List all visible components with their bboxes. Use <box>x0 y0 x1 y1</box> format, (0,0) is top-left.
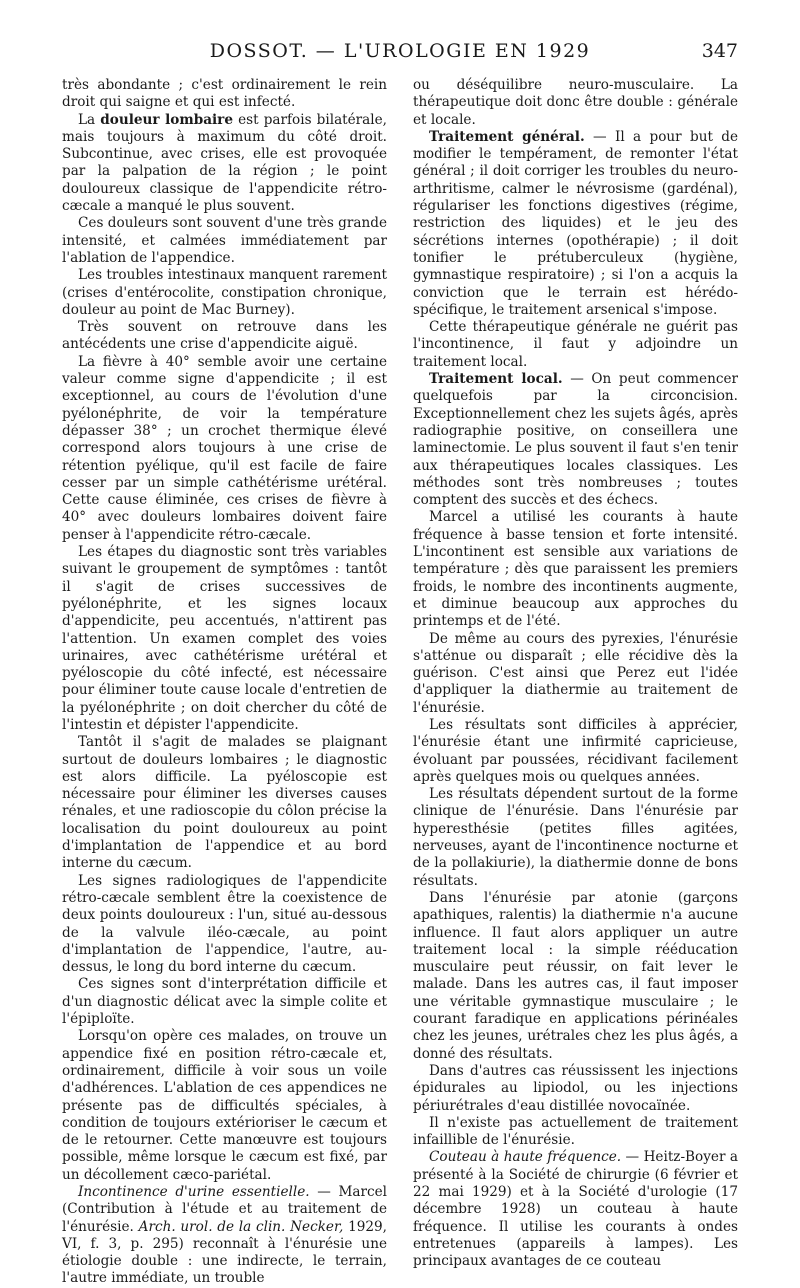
citation-journal: Arch. urol. de la clin. Necker, <box>138 1218 344 1235</box>
paragraph: Les signes radiologiques de l'appendicite rétro-cæcale semblent être la coexistence de deux points douloureux : l'un, situé au-dessous de la valvule iléo-cæcale, au point d'implantation de l'appendice, l'autre, au-dessus, le long du bord interne du cæcum. <box>62 872 387 976</box>
page-number: 347 <box>701 40 738 62</box>
paragraph: Dans d'autres cas réussissent les injections épidurales au lipiodol, ou les injections périurétrales d'eau distillée novocaïnée. <box>413 1062 738 1114</box>
paragraph: Les étapes du diagnostic sont très variables suivant le groupement de symptômes : tantôt il s'agit de crises successives de pyélonéphrite, et les signes locaux d'appendicite, peu accentués, n'attirent pas l'attention. Un examen complet des voies urinaires, avec cathétérisme urétéral et pyéloscopie du côté infecté, est nécessaire pour éliminer toute cause locale d'entretien de la pyélonéphrite ; on doit chercher du côté de l'intestin et dépister l'appendicite. <box>62 544 387 733</box>
section-heading: Incontinence d'urine essentielle. <box>78 1184 310 1200</box>
paragraph-text: — Heitz-Boyer a présenté à la Société de chirurgie (6 février et 22 mai 1929) et à la Société d'urologie (17 décembre 1928) un couteau à haute fréquence. Il utilise les courants à ondes entretenues (appareils à lampes). Les principaux avantages de ce couteau <box>413 1149 738 1270</box>
paragraph: Dans l'énurésie par atonie (garçons apathiques, ralentis) la diathermie n'a aucune influence. Il faut alors appliquer un autre traitement local : la simple rééducation musculaire peut réussir, on fait lever le malade. Dans les autres cas, il faut imposer une véritable gymnastique musculaire ; le courant faradique en applications périnéales chez les jeunes, urétrales chez les plus âgés, a donné des résultats. <box>413 889 738 1062</box>
paragraph-text: est parfois bilatérale, mais toujours à maximum du côté droit. Subcontinue, avec crises, elle est provoquée par la palpation de la région ; le point douloureux classique de l'appendicite rétro-cæcale a manqué le plus souvent. <box>62 111 387 215</box>
subheading: douleur lombaire <box>100 111 233 128</box>
paragraph: Très souvent on retrouve dans les antécédents une crise d'appendicite aiguë. <box>62 319 387 353</box>
paragraph <box>413 129 738 319</box>
paragraph: Cette thérapeutique générale ne guérit pas l'incontinence, il faut y adjoindre un traitement local. <box>413 319 738 370</box>
page-header <box>62 40 738 66</box>
paragraph: Tantôt il s'agit de malades se plaignant surtout de douleurs lombaires ; le diagnostic est alors difficile. La pyéloscopie est nécessaire pour éliminer les diverses causes rénales, et une radioscopie du côlon précise la localisation du point douloureux au point d'implantation de l'appendice et au bord interne du cæcum. <box>62 734 387 872</box>
paragraph-text: — Il a pour but de modifier le tempérament, de remonter l'état général ; il doit corriger les troubles du neuro-arthritisme, calmer le névrosisme (gardénal), régulariser les fonctions digestives (régime, restriction des liquides) et le jeu des sécrétions internes (opothérapie) ; il doit tonifier le prétuberculeux (hygiène, gymnastique respiratoire) ; si l'on a acquis la conviction que le terrain est hérédo-spécifique, le traitement arsenical s'impose. <box>413 128 738 318</box>
paragraph <box>62 112 387 216</box>
paragraph: Ces signes sont d'interprétation difficile et d'un diagnostic délicat avec la simple colite et l'épiploïte. <box>62 976 387 1028</box>
paragraph: La fièvre à 40° semble avoir une certaine valeur comme signe d'appendicite ; il est exceptionnel, au cours de l'évolution d'une pyélonéphrite, de voir la température dépasser 38° ; un crochet thermique élevé correspond alors toujours à une crise de rétention pyélique, qu'il est facile de faire cesser par un simple cathétérisme urétéral. Cette cause éliminée, ces crises de fièvre à 40° avec douleurs lombaires doivent faire penser à l'appendicite rétro-cæcale. <box>62 353 387 543</box>
right-column <box>413 77 738 1270</box>
paragraph: très abondante ; c'est ordinairement le rein droit qui saigne et qui est infecté. <box>62 77 387 111</box>
paragraph <box>62 1184 387 1288</box>
paragraph-lead: La <box>78 111 101 128</box>
running-title: DOSSOT. — L'UROLOGIE EN 1929 <box>209 40 591 62</box>
paragraph: Les résultats dépendent surtout de la forme clinique de l'énurésie. Dans l'énurésie par hyperesthésie (petites filles agitées, nerveuses, ayant de l'incontinence nocturne et de la pollakiurie), la diathermie donne de bons résultats. <box>413 786 738 889</box>
left-column <box>62 77 387 1288</box>
paragraph: Marcel a utilisé les courants à haute fréquence à basse tension et forte intensité. L'incontinent est sensible aux variations de température ; dès que paraissent les premiers froids, le nombre des incontinents augmente, et diminue beaucoup aux approches du printemps et de l'été. <box>413 509 738 630</box>
paragraph-text: 1929, VI, f. 3, p. 295) reconnaît à l'énurésie une étiologie double : une indirecte, le terrain, l'autre immédiate, un trouble <box>62 1218 387 1287</box>
section-heading: Couteau à haute fréquence. <box>429 1149 622 1166</box>
paragraph: Les résultats sont difficiles à apprécier, l'énurésie étant une infirmité capricieuse, évoluant par poussées, récidivant facilement après quelques mois ou quelques années. <box>413 716 738 785</box>
paragraph: De même au cours des pyrexies, l'énurésie s'atténue ou disparaît ; elle récidive dès la guérison. C'est ainsi que Perez eut l'idée d'appliquer la diathermie au traitement de l'énurésie. <box>413 630 738 716</box>
paragraph-text: — On peut commencer quelquefois par la circoncision. Exceptionnellement chez les sujets âgés, après radiographie positive, on conseillera une laminectomie. Le plus souvent il faut s'en tenir aux thérapeutiques locales classiques. Les méthodes sont très nombreuses ; toutes comptent des succès et des échecs. <box>413 371 738 509</box>
paragraph: Ces douleurs sont souvent d'une très grande intensité, et calmées immédiatement par l'ablation de l'appendice. <box>62 215 387 266</box>
paragraph-text: — Marcel (Contribution à l'étude et au traitement de l'énurésie. <box>62 1184 387 1235</box>
paragraph: Il n'existe pas actuellement de traitement infaillible de l'énurésie. <box>413 1114 738 1149</box>
paragraph <box>413 1149 738 1270</box>
paragraph: Lorsqu'on opère ces malades, on trouve un appendice fixé en position rétro-cæcale et, ordinairement, difficile à voir sous un voile d'adhérences. L'ablation de ces appendices ne présente pas de difficultés spéciales, à condition de toujours extérioriser le cæcum et de le retourner. Cette manœuvre est toujours possible, même lorsque le cæcum est fixé, par un décollement cæco-pariétal. <box>62 1028 387 1183</box>
subheading: Traitement local. <box>429 371 563 388</box>
subheading: Traitement général. <box>429 128 585 145</box>
paragraph: Les troubles intestinaux manquent rarement (crises d'entérocolite, constipation chronique, douleur au point de Mac Burney). <box>62 267 387 318</box>
paragraph <box>413 371 738 509</box>
paragraph: ou déséquilibre neuro-musculaire. La thérapeutique doit donc être double : générale et locale. <box>413 77 738 128</box>
